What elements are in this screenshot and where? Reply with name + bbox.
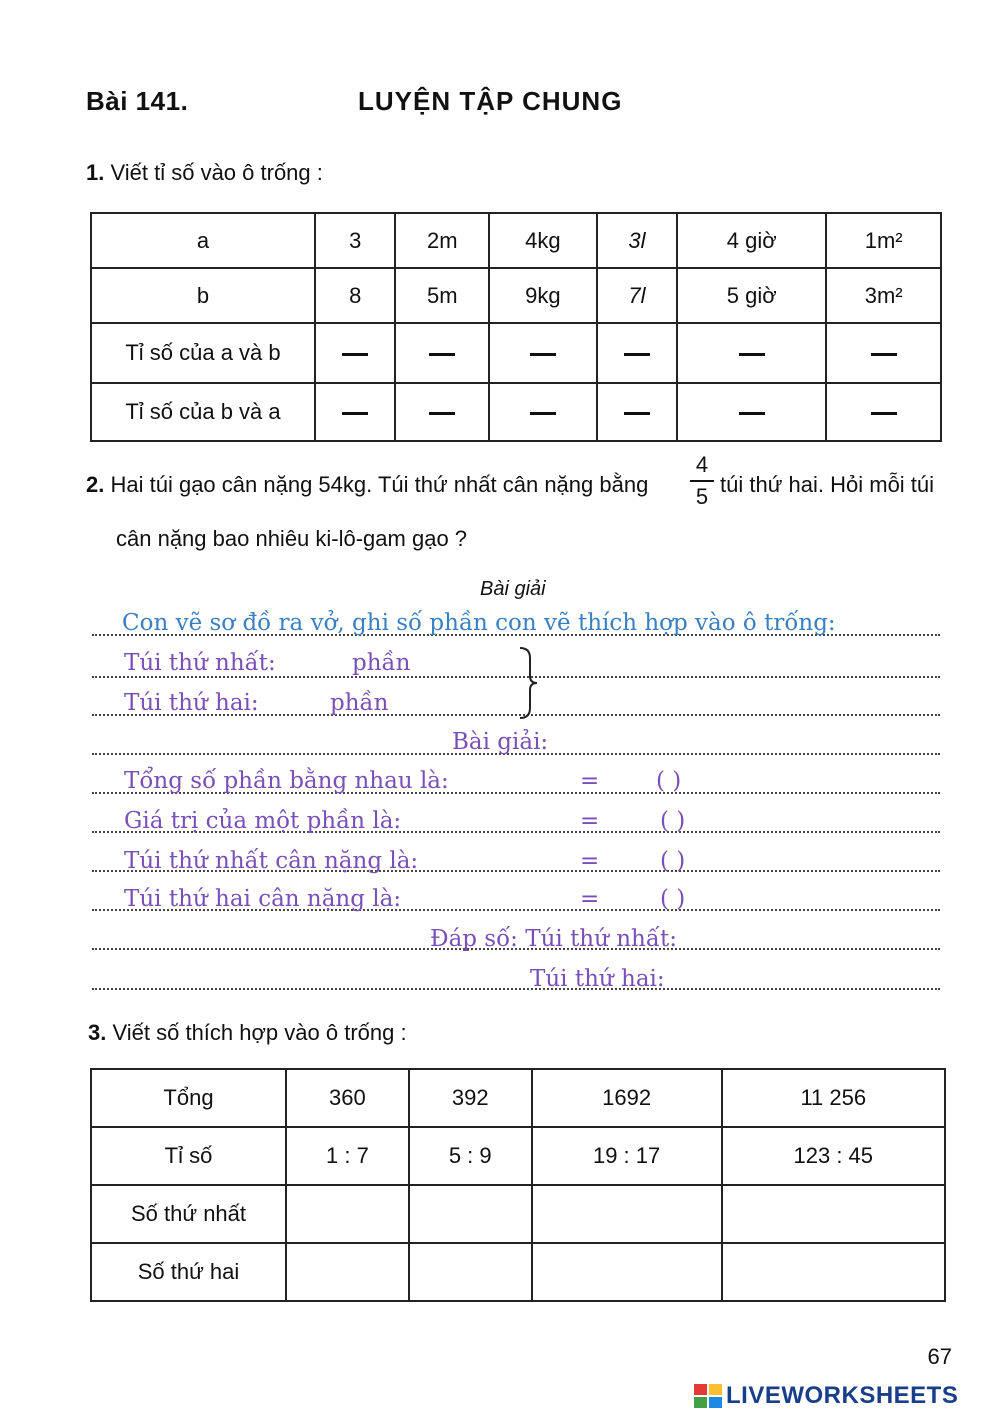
row-label: Số thứ hai bbox=[91, 1243, 286, 1301]
cell: 392 bbox=[409, 1069, 532, 1127]
equals-sign: = bbox=[580, 848, 600, 874]
ratio-input-cell[interactable] bbox=[677, 383, 826, 441]
unit-paren[interactable]: ( ) bbox=[660, 886, 686, 912]
bag1-parts-unit: phần bbox=[352, 650, 411, 676]
cell: 5 giờ bbox=[677, 268, 826, 323]
cell: 123 : 45 bbox=[722, 1127, 945, 1185]
cell: 11 256 bbox=[722, 1069, 945, 1127]
fraction-bar bbox=[342, 412, 368, 415]
ratio-input-cell[interactable] bbox=[677, 323, 826, 383]
cell: 4 giờ bbox=[677, 213, 826, 268]
ratio-input-cell[interactable] bbox=[597, 383, 677, 441]
bag2-parts-unit: phần bbox=[330, 690, 389, 716]
answer-label-1: Đáp số: Túi thứ nhất: bbox=[430, 926, 677, 952]
answer-input-cell[interactable] bbox=[286, 1185, 409, 1243]
row-label: Tỉ số của a và b bbox=[91, 323, 315, 383]
cell: 3m² bbox=[826, 268, 941, 323]
cell: 1m² bbox=[826, 213, 941, 268]
cell: 3 bbox=[315, 213, 395, 268]
brand-name: LIVEWORKSHEETS bbox=[726, 1382, 959, 1409]
unit-paren[interactable]: ( ) bbox=[660, 808, 686, 834]
cell: 360 bbox=[286, 1069, 409, 1127]
ratio-input-cell[interactable] bbox=[826, 323, 941, 383]
q2-text-line2: cân nặng bao nhiêu ki-lô-gam gạo ? bbox=[116, 526, 468, 551]
q2-number: 2. bbox=[86, 472, 105, 497]
cell: 5m bbox=[395, 268, 489, 323]
logo-icon bbox=[694, 1384, 722, 1408]
fraction-line bbox=[690, 480, 714, 482]
q2-text-part1: Hai túi gạo cân nặng 54kg. Túi thứ nhất cân nặng bằng bbox=[110, 472, 649, 497]
ratio-input-cell[interactable] bbox=[395, 383, 489, 441]
fraction-bar bbox=[429, 353, 455, 356]
table-row-ratio-ba bbox=[91, 383, 941, 441]
liveworksheets-logo bbox=[694, 1382, 958, 1410]
answer-line bbox=[92, 676, 940, 678]
fraction-numerator: 4 bbox=[695, 452, 709, 477]
page-title: LUYỆN TẬP CHUNG bbox=[358, 86, 623, 116]
fraction-four-fifths bbox=[690, 452, 714, 510]
answer-input-cell[interactable] bbox=[722, 1243, 945, 1301]
cell: 2m bbox=[395, 213, 489, 268]
ratio-input-cell[interactable] bbox=[826, 383, 941, 441]
ratio-input-cell[interactable] bbox=[489, 323, 597, 383]
fraction-bar bbox=[530, 412, 556, 415]
cell: b bbox=[91, 268, 315, 323]
fraction-bar bbox=[739, 353, 765, 356]
answer-input-cell[interactable] bbox=[286, 1243, 409, 1301]
q1-prompt bbox=[86, 160, 323, 186]
fraction-bar bbox=[429, 412, 455, 415]
cell: 7l bbox=[597, 268, 677, 323]
table-row-ratio bbox=[91, 1127, 945, 1185]
fraction-bar bbox=[530, 353, 556, 356]
cell: 1 : 7 bbox=[286, 1127, 409, 1185]
cell: 9kg bbox=[489, 268, 597, 323]
equals-sign: = bbox=[580, 886, 600, 912]
q3-prompt bbox=[88, 1020, 407, 1046]
solution-heading: Bài giải bbox=[480, 578, 546, 600]
ratio-table bbox=[90, 212, 942, 442]
fraction-denominator: 5 bbox=[695, 484, 709, 509]
cell: 19 : 17 bbox=[532, 1127, 722, 1185]
answer-input-cell[interactable] bbox=[532, 1243, 722, 1301]
table-row-a bbox=[91, 213, 941, 268]
q1-number: 1. bbox=[86, 160, 105, 185]
unit-paren[interactable]: ( ) bbox=[656, 768, 682, 794]
q2-prompt bbox=[86, 472, 648, 498]
step1-label: Tổng số phần bằng nhau là: bbox=[124, 768, 449, 794]
table-row-sum bbox=[91, 1069, 945, 1127]
fraction-bar bbox=[871, 353, 897, 356]
step2-label: Giá trị của một phần là: bbox=[124, 808, 402, 834]
row-label: Tỉ số của b và a bbox=[91, 383, 315, 441]
page-number: 67 bbox=[927, 1344, 952, 1369]
answer-input-cell[interactable] bbox=[722, 1185, 945, 1243]
cell: 1692 bbox=[532, 1069, 722, 1127]
cell: Tỉ số bbox=[91, 1127, 286, 1185]
instruction-text: Con vẽ sơ đồ ra vở, ghi số phần con vẽ thích hợp vào ô trống: bbox=[122, 610, 836, 636]
cell: 8 bbox=[315, 268, 395, 323]
answer-input-cell[interactable] bbox=[409, 1243, 532, 1301]
unit-paren[interactable]: ( ) bbox=[660, 848, 686, 874]
table-row-b bbox=[91, 268, 941, 323]
ratio-input-cell[interactable] bbox=[597, 323, 677, 383]
ratio-input-cell[interactable] bbox=[395, 323, 489, 383]
fraction-bar bbox=[342, 353, 368, 356]
cell: Tổng bbox=[91, 1069, 286, 1127]
answer-input-cell[interactable] bbox=[532, 1185, 722, 1243]
solution-label: Bài giải: bbox=[452, 729, 549, 755]
equals-sign: = bbox=[580, 808, 600, 834]
cell: 5 : 9 bbox=[409, 1127, 532, 1185]
fraction-bar bbox=[624, 412, 650, 415]
answer-line bbox=[92, 988, 940, 990]
step4-label: Túi thứ hai cân nặng là: bbox=[124, 886, 402, 912]
table-row-first-number bbox=[91, 1185, 945, 1243]
table-row-second-number bbox=[91, 1243, 945, 1301]
table-row-ratio-ab bbox=[91, 323, 941, 383]
sum-ratio-table bbox=[90, 1068, 946, 1302]
ratio-input-cell[interactable] bbox=[315, 383, 395, 441]
fraction-bar bbox=[624, 353, 650, 356]
answer-label-2: Túi thứ hai: bbox=[530, 966, 665, 992]
lesson-number: Bài 141. bbox=[86, 86, 189, 116]
bag1-label: Túi thứ nhất: bbox=[124, 650, 276, 676]
q3-number: 3. bbox=[88, 1020, 107, 1045]
equals-sign: = bbox=[580, 768, 600, 794]
row-label: Số thứ nhất bbox=[91, 1185, 286, 1243]
fraction-bar bbox=[739, 412, 765, 415]
curly-brace-icon bbox=[518, 646, 538, 720]
q1-text: Viết tỉ số vào ô trống : bbox=[110, 160, 323, 185]
step3-label: Túi thứ nhất cân nặng là: bbox=[124, 848, 419, 874]
bag2-label: Túi thứ hai: bbox=[124, 690, 259, 716]
q2-text-part2: túi thứ hai. Hỏi mỗi túi bbox=[720, 472, 935, 497]
cell: a bbox=[91, 213, 315, 268]
ratio-input-cell[interactable] bbox=[489, 383, 597, 441]
answer-input-cell[interactable] bbox=[409, 1185, 532, 1243]
q3-text: Viết số thích hợp vào ô trống : bbox=[112, 1020, 407, 1045]
fraction-bar bbox=[871, 412, 897, 415]
cell: 4kg bbox=[489, 213, 597, 268]
ratio-input-cell[interactable] bbox=[315, 323, 395, 383]
cell: 3l bbox=[597, 213, 677, 268]
